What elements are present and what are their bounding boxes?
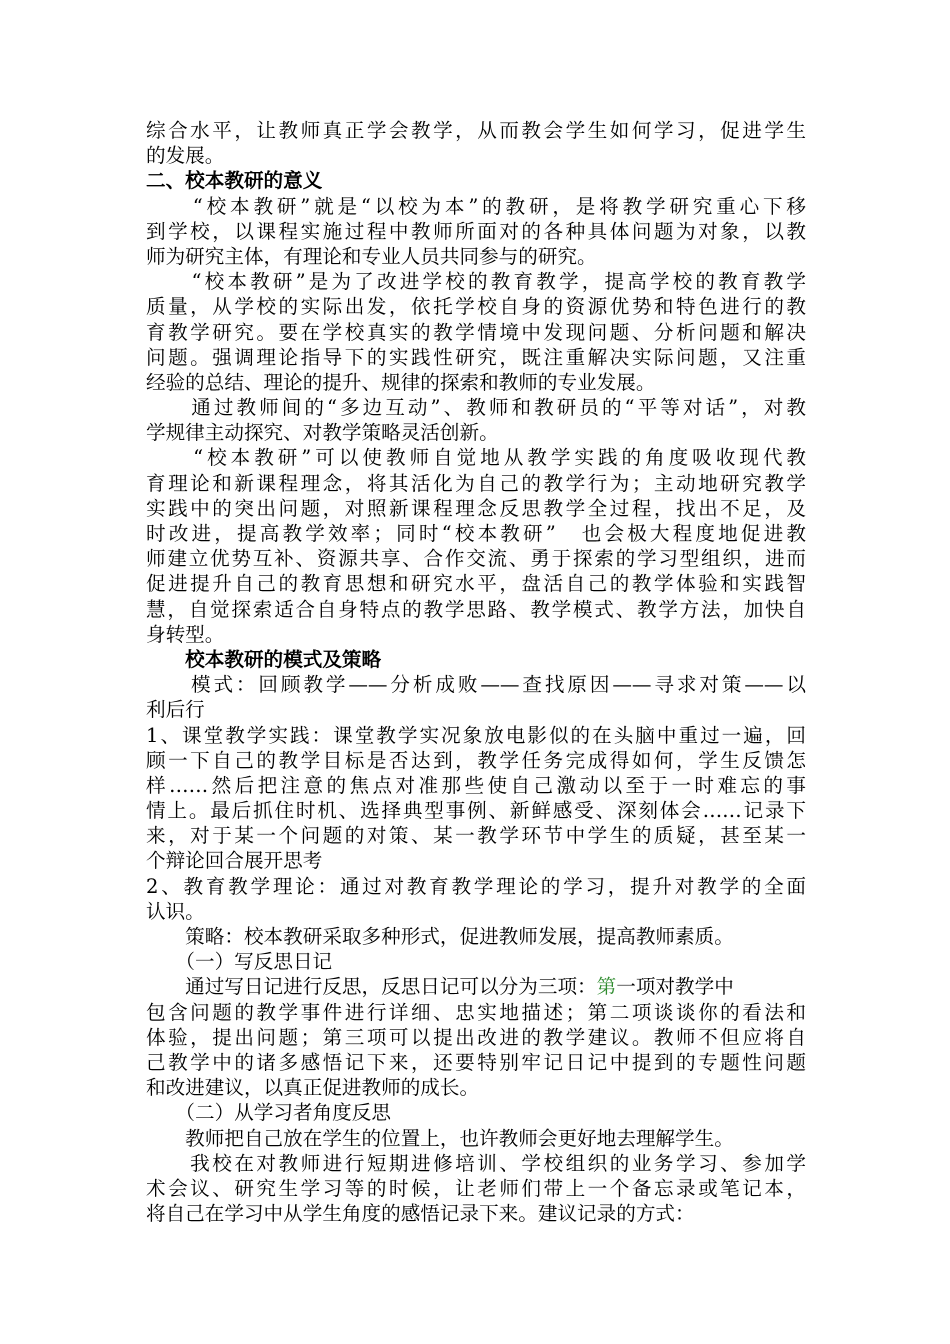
document-page bbox=[146, 118, 806, 1226]
text-line: “校本教研”就是“以校为本”的教研，是将教学研究重心下移 bbox=[146, 194, 806, 218]
text-line: 师建立优势互补、资源共享、合作交流、勇于探索的学习型组织，进而 bbox=[146, 547, 806, 571]
text-line: 慧，自觉探索适合自身特点的教学思路、教学模式、教学方法，加快自 bbox=[146, 597, 806, 621]
text-line: 教师把自己放在学生的位置上，也许教师会更好地去理解学生。 bbox=[146, 1126, 734, 1150]
text-line: 到学校，以课程实施过程中教师所面对的各种具体问题为对象，以教 bbox=[146, 219, 806, 243]
text-line bbox=[146, 974, 806, 999]
text-line: 包含问题的教学事件进行详细、忠实地描述；第二项谈谈你的看法和 bbox=[146, 1000, 806, 1024]
section-heading: 校本教研的模式及策略 bbox=[146, 647, 382, 671]
text-line: 来，对于某一个问题的对策、某一教学环节中学生的质疑，甚至某一 bbox=[146, 824, 806, 848]
text-line: 顾一下自己的教学目标是否达到，教学任务完成得如何，学生反馈怎 bbox=[146, 748, 806, 772]
text-segment: 通过写日记进行反思，反思日记可以分为三项： bbox=[146, 975, 597, 999]
text-line: 将自己在学习中从学生角度的感悟记录下来。建议记录的方式： bbox=[146, 1202, 695, 1226]
text-line: 综合水平，让教师真正学会教学，从而教会学生如何学习，促进学生 bbox=[146, 119, 806, 142]
highlighted-char: 第 bbox=[596, 975, 617, 999]
text-line: 师为研究主体，有理论和专业人员共同参与的研究。 bbox=[146, 244, 597, 268]
text-line: 经验的总结、理论的提升、规律的探索和教师的专业发展。 bbox=[146, 370, 656, 394]
text-line: 情上。最后抓住时机、选择典型事例、新鲜感受、深刻体会……记录下 bbox=[146, 799, 806, 823]
text-line: “校本教研”是为了改进学校的教育教学，提高学校的教育教学 bbox=[146, 270, 806, 294]
text-line: 己教学中的诸多感悟记下来，还要特别牢记日记中提到的专题性问题 bbox=[146, 1050, 806, 1074]
text-line: （二）从学习者角度反思 bbox=[146, 1101, 391, 1125]
text-line: 体验，提出问题；第三项可以提出改进的教学建议。教师不但应将自 bbox=[146, 1025, 806, 1049]
text-line: 质量，从学校的实际出发，依托学校自身的资源优势和特色进行的教 bbox=[146, 295, 806, 319]
text-line: 策略：校本教研采取多种形式，促进教师发展，提高教师素质。 bbox=[146, 925, 734, 948]
text-line: （一）写反思日记 bbox=[146, 950, 333, 974]
text-line: 个辩论回合展开思考 bbox=[146, 849, 323, 873]
text-line: 和改进建议，以真正促进教师的成长。 bbox=[146, 1076, 480, 1100]
text-line: 促进提升自己的教育思想和研究水平，盘活自己的教学体验和实践智 bbox=[146, 572, 806, 596]
text-line: 1、课堂教学实践：课堂教学实况象放电影似的在头脑中重过一遍，回 bbox=[146, 723, 806, 747]
text-line: 模式：回顾教学——分析成败——查找原因——寻求对策——以 bbox=[146, 673, 806, 697]
text-line: 认识。 bbox=[146, 899, 205, 923]
text-segment: 一项对教学中 bbox=[616, 975, 734, 999]
text-line: 问题。强调理论指导下的实践性研究，既注重解决实际问题，又注重 bbox=[146, 345, 806, 369]
section-heading: 二、校本教研的意义 bbox=[146, 169, 323, 193]
text-line: 样……然后把注意的焦点对准那些使自己激动以至于一时难忘的事 bbox=[146, 773, 806, 797]
text-line: 术会议、研究生学习等的时候，让老师们带上一个备忘录或笔记本， bbox=[146, 1176, 806, 1200]
text-line: 育理论和新课程理念，将其活化为自己的教学行为；主动地研究教学 bbox=[146, 471, 806, 495]
text-line: 实践中的突出问题，对照新课程理念反思教学全过程，找出不足，及 bbox=[146, 496, 806, 520]
text-line: “校本教研”可以使教师自觉地从教学实践的角度吸收现代教 bbox=[146, 446, 806, 470]
text-line: 的发展。 bbox=[146, 144, 225, 168]
text-line: 学规律主动探究、对教学策略灵活创新。 bbox=[146, 421, 499, 445]
text-line: 时改进，提高教学效率；同时“校本教研” 也会极大程度地促进教 bbox=[146, 522, 806, 545]
text-line: 我校在对教师进行短期进修培训、学校组织的业务学习、参加学 bbox=[146, 1151, 806, 1175]
text-line: 利后行 bbox=[146, 698, 205, 722]
text-line: 育教学研究。要在学校真实的教学情境中发现问题、分析问题和解决 bbox=[146, 320, 806, 344]
text-line: 2、教育教学理论：通过对教育教学理论的学习，提升对教学的全面 bbox=[146, 874, 806, 898]
text-line: 通过教师间的“多边互动”、教师和教研员的“平等对话”，对教 bbox=[146, 396, 806, 420]
text-line: 身转型。 bbox=[146, 622, 225, 646]
